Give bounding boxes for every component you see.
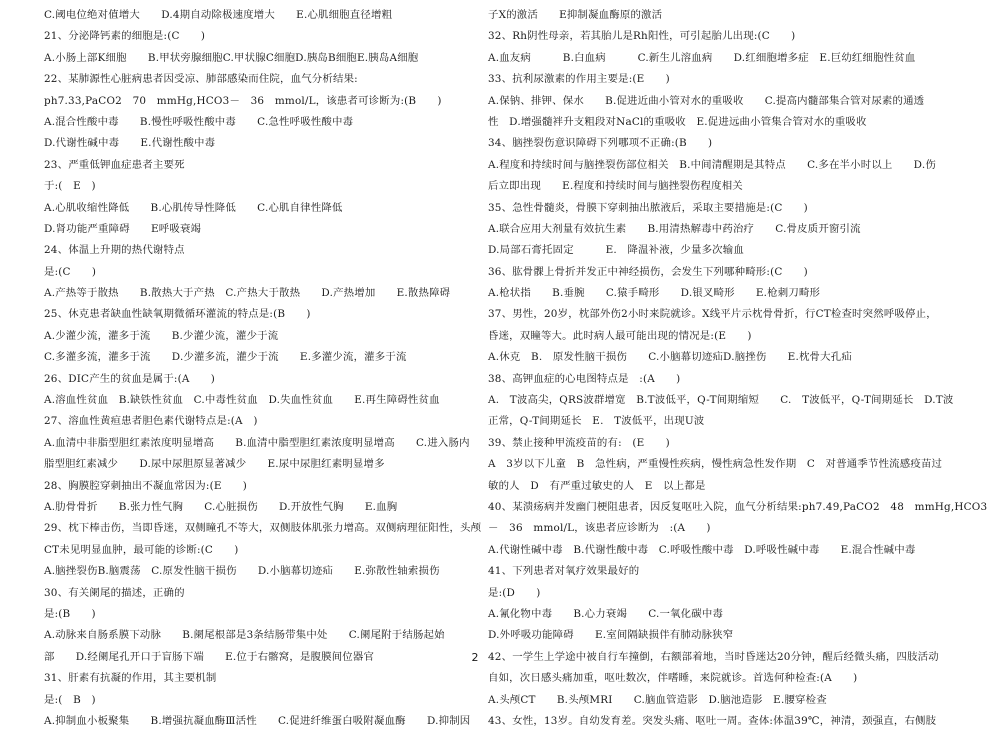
- left-column-line: ph7.33,PaCO2 70 mmHg,HCO3－ 36 mmol/L，该患者可诊断为:(B ): [44, 94, 442, 107]
- left-column-line: 25、休克患者缺血性缺氧期微循环灌流的特点是:(B ): [44, 308, 311, 321]
- left-column-line: C.阈电位绝对值增大 D.4期自动除极速度增大 E.心肌细胞直径增粗: [44, 9, 393, 21]
- left-column-line: A.产热等于散热 B.散热大于产热 C.产热大于散热 D.产热增加 E.散热障碍: [44, 287, 451, 300]
- right-column-line: 39、禁止接种甲流疫苗的有: (E ): [488, 436, 670, 449]
- right-column-line: 34、脑挫裂伤意识障碍下列哪项不正确:(B ): [488, 137, 713, 150]
- left-column-line: A.少灌少流，灌多于流 B.少灌少流，灌少于流: [44, 329, 279, 342]
- left-column-line: D.代谢性碱中毒 E.代谢性酸中毒: [44, 137, 216, 150]
- left-column-line: 29、枕下棒击伤，当即昏迷，双侧瞳孔不等大，双侧肢体肌张力增高。双侧病理征阳性，头颅: [44, 522, 482, 535]
- left-column-line: A.脑挫裂伤B.脑震荡 C.原发性脑干损伤 D.小脑幕切迹疝 E.弥散性轴索损伤: [44, 565, 440, 578]
- right-column-line: 性 D.增强髓袢升支粗段对NaCl的重吸收 E.促进远曲小管集合管对水的重吸收: [488, 115, 867, 128]
- left-column-line: 部 D.经阑尾孔开口于盲肠下端 E.位于右髂窝，是腹膜间位器官: [44, 650, 375, 663]
- right-column-line: 37、男性，20岁，枕部外伤2小时来院就诊。X线平片示枕骨骨折，行CT检查时突然呼吸停止，: [488, 308, 937, 321]
- right-column-line: 36、肱骨髁上骨折并发正中神经损伤，会发生下列哪种畸形:(C ): [488, 265, 808, 278]
- right-column-line: A.氰化物中毒 B.心力衰竭 C.一氧化碳中毒: [488, 607, 724, 620]
- right-column-line: A.血友病 B.白血病 C.新生儿溶血病 D.红细胞增多症 E.巨幼红细胞性贫血: [488, 51, 916, 64]
- left-column-line: 是:(B ): [44, 607, 96, 620]
- left-column-line: A.血清中非脂型胆红素浓度明显增高 B.血清中脂型胆红素浓度明显增高 C.进入肠内: [44, 436, 470, 449]
- right-column-line: A.头颅CT B.头颅MRI C.脑血管造影 D.脑池造影 E.腰穿检查: [488, 693, 827, 706]
- page-number: 2: [471, 651, 479, 664]
- right-column-line: － 36 mmol/L，该患者应诊断为 :(A ): [488, 522, 711, 535]
- left-column-line: A.抑制血小板聚集 B.增强抗凝血酶Ⅲ活性 C.促进纤维蛋白吸附凝血酶 D.抑制因: [44, 714, 471, 727]
- right-column-line: 后立即出现 E.程度和持续时间与脑挫裂伤程度相关: [488, 180, 743, 193]
- right-column-line: A.枪状指 B.垂腕 C.猿手畸形 D.银叉畸形 E.枪刺刀畸形: [488, 287, 821, 300]
- right-column-line: D.局部石膏托固定 E. 降温补液，少量多次输血: [488, 244, 744, 257]
- right-column-line: 41、下列患者对氧疗效果最好的: [488, 565, 640, 578]
- left-column-line: 28、胸膜腔穿刺抽出不凝血常因为:(E ): [44, 479, 248, 492]
- right-column-line: 敏的人 D 有严重过敏史的人 E 以上都是: [488, 479, 706, 492]
- left-column-line: A.混合性酸中毒 B.慢性呼吸性酸中毒 C.急性呼吸性酸中毒: [44, 115, 354, 128]
- left-column-line: 是:( B ): [44, 693, 96, 706]
- left-column: [44, 5, 489, 732]
- left-column-line: A.动脉来自肠系膜下动脉 B.阑尾根部是3条结肠带集中处 C.阑尾附于结肠起始: [44, 629, 445, 642]
- left-column-line: 24、体温上升期的热代谢特点: [44, 244, 185, 257]
- right-column-line: 32、Rh阴性母亲，若其胎儿是Rh阳性，可引起胎儿出现:(C ): [488, 30, 796, 43]
- right-column-line: A. T波高尖，QRS波群增宽 B.T波低平，Q-T间期缩短 C. T波低平，Q-T间期延长 D.T波: [488, 394, 954, 407]
- right-column-line: A.联合应用大剂量有效抗生素 B.用清热解毒中药治疗 C.骨皮质开窗引流: [488, 222, 861, 235]
- right-column-line: 子X的激活 E抑制凝血酶原的激活: [488, 9, 663, 21]
- left-column-line: 30、有关阑尾的描述，正确的: [44, 586, 185, 599]
- right-column-line: 35、急性骨髓炎，骨膜下穿刺抽出脓液后，采取主要措施是:(C ): [488, 201, 808, 214]
- left-column-line: 21、分泌降钙素的细胞是:(C ): [44, 30, 206, 43]
- left-column-line: D.肾功能严重障碍 E呼吸衰竭: [44, 222, 202, 235]
- right-column-line: 自如，次日感头痛加重，呕吐数次，伴嗜睡，来院就诊。首选何种检查:(A ): [488, 672, 858, 685]
- right-column-line: A.休克 B. 原发性脑干损伤 C.小脑幕切迹疝D.脑挫伤 E.枕骨大孔疝: [488, 351, 852, 364]
- left-column-line: 是:(C ): [44, 265, 97, 278]
- left-column-line: CT未见明显血肿，最可能的诊断:(C ): [44, 543, 239, 556]
- left-column-line: C.多灌多流，灌多于流 D.少灌多流，灌少于流 E.多灌少流，灌多于流: [44, 351, 407, 364]
- right-column-line: A.保钠、排钾、保水 B.促进近曲小管对水的重吸收 C.提高内髓部集合管对尿素的通透: [488, 94, 925, 107]
- right-column-line: A 3岁以下儿童 B 急性病，严重慢性疾病，慢性病急性发作期 C 对普通季节性流感疫苗过: [488, 458, 943, 471]
- right-column-line: A.程度和持续时间与脑挫裂伤部位相关 B.中间清醒期是其特点 C.多在半小时以上 D.伤: [488, 158, 936, 171]
- right-column-line: D.外呼吸功能障碍 E.室间隔缺损伴有肺动脉狭窄: [488, 629, 734, 642]
- left-column-line: 于:( E ): [44, 180, 96, 193]
- right-column-line: 正常，Q-T间期延长 E. T波低平，出现U波: [488, 415, 705, 428]
- left-column-line: A.小肠上部K细胞 B.甲状旁腺细胞C.甲状腺C细胞D.胰岛B细胞E.胰岛A细胞: [44, 51, 419, 64]
- left-column-line: 31、肝素有抗凝的作用，其主要机制: [44, 672, 217, 685]
- left-column-line: 22、某肺源性心脏病患者因受凉、肺部感染而住院，血气分析结果:: [44, 73, 358, 86]
- right-column-line: A.代谢性碱中毒 B.代谢性酸中毒 C.呼吸性酸中毒 D.呼吸性碱中毒 E.混合性碱中毒: [488, 543, 916, 556]
- right-column-line: 33、抗利尿激素的作用主要是:(E ): [488, 73, 670, 86]
- left-column-line: 27、溶血性黄疸患者胆色素代谢特点是:(A ): [44, 415, 258, 428]
- left-column-line: 26、DIC产生的贫血是属于:(A ): [44, 372, 216, 385]
- right-column-line: 42、一学生上学途中被自行车撞倒，右额部着地，当时昏迷达20分钟，醒后经微头痛，四肢活动: [488, 650, 939, 663]
- right-column-line: 43、女性，13岁。自幼发育差。突发头痛、呕吐一周。查体:体温39℃，神清，颈强直，右侧肢: [488, 714, 937, 727]
- right-column-line: 是:(D ): [488, 586, 541, 599]
- right-column-line: 38、高钾血症的心电图特点是 :(A ): [488, 372, 681, 385]
- left-column-line: 23、严重低钾血症患者主要死: [44, 158, 185, 171]
- left-column-line: A.心肌收缩性降低 B.心肌传导性降低 C.心肌自律性降低: [44, 201, 343, 214]
- right-column-line: 昏迷，双瞳等大。此时病人最可能出现的情况是:(E ): [488, 329, 752, 342]
- left-column-line: A.肋骨骨折 B.张力性气胸 C.心脏损伤 D.开放性气胸 E.血胸: [44, 500, 398, 513]
- right-column: [488, 5, 987, 732]
- left-column-line: 脂型胆红素减少 D.尿中尿胆原显著减少 E.尿中尿胆红素明显增多: [44, 458, 385, 471]
- left-column-line: A.溶血性贫血 B.缺铁性贫血 C.中毒性贫血 D.失血性贫血 E.再生障碍性贫血: [44, 394, 440, 407]
- right-column-line: 40、某溃疡病并发幽门梗阻患者，因反复呕吐入院，血气分析结果:ph7.49,PaCO2 48 mmHg,HCO3: [488, 500, 987, 513]
